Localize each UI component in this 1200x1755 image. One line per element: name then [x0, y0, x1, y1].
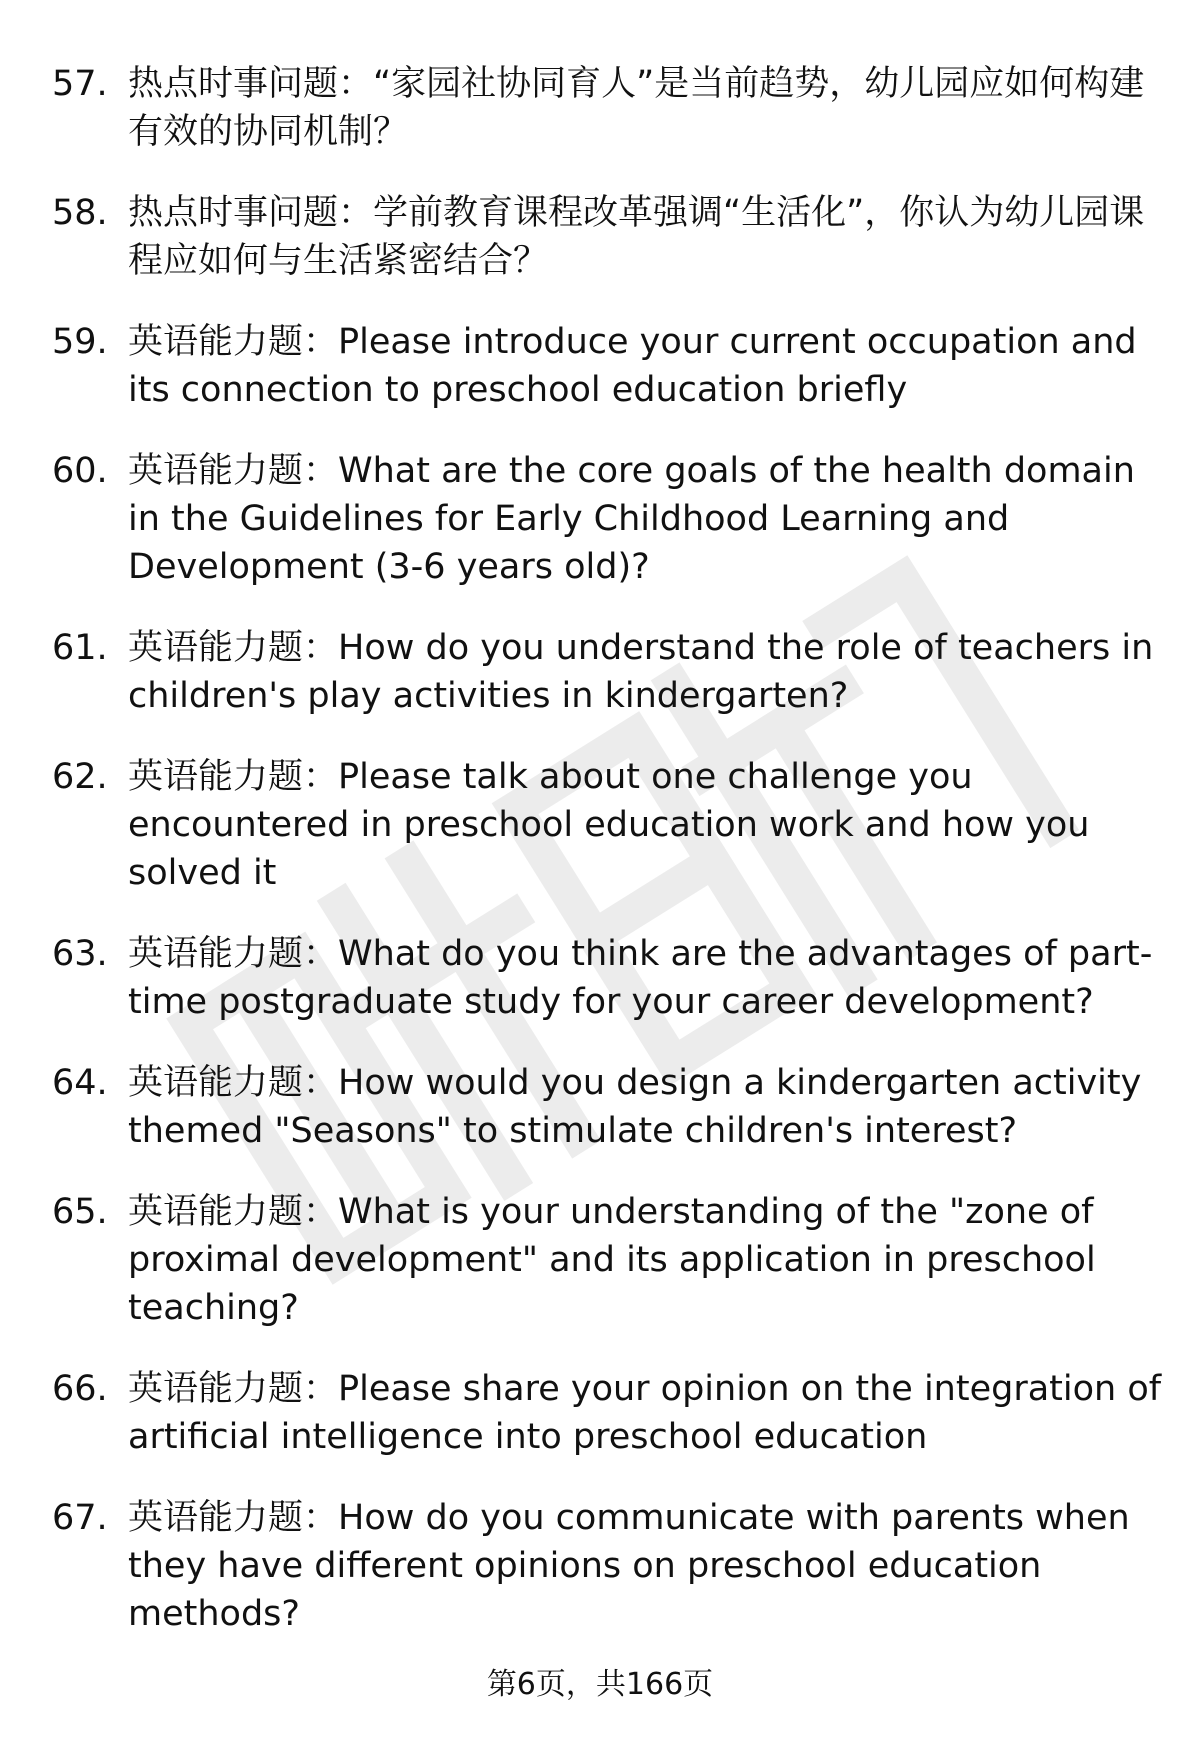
question-number: 61.: [52, 628, 108, 668]
question-number: 65.: [52, 1192, 108, 1232]
question-text: 英语能力题：Please talk about one challenge you encountered in preschool education work and how you solved it: [128, 757, 1090, 893]
question-item: [52, 624, 1162, 720]
question-number: 66.: [52, 1369, 108, 1409]
question-text: 英语能力题：What are the core goals of the health domain in the Guidelines for Early Childhood Learning and Development (3-6 years old)?: [128, 451, 1135, 587]
question-item: [52, 1365, 1162, 1461]
question-item: [52, 930, 1162, 1026]
question-text: 英语能力题：What is your understanding of the "zone of proximal development" and its application in preschool teaching?: [128, 1192, 1096, 1328]
question-number: 67.: [52, 1498, 108, 1538]
question-item: [52, 1059, 1162, 1155]
question-item: [52, 60, 1162, 156]
question-item: [52, 318, 1162, 414]
question-number: 60.: [52, 451, 108, 491]
question-number: 57.: [52, 64, 108, 104]
question-number: 59.: [52, 322, 108, 362]
question-number: 63.: [52, 934, 108, 974]
question-text: 英语能力题：How do you understand the role of teachers in children's play activities in kindergarten?: [128, 628, 1154, 716]
page-footer: 第6页，共166页: [486, 1667, 714, 1702]
question-list: [52, 60, 1162, 1671]
question-text: 英语能力题：How do you communicate with parents when they have different opinions on preschool education methods?: [128, 1498, 1130, 1634]
question-text: 热点时事问题：学前教育课程改革强调“生活化”，你认为幼儿园课程应如何与生活紧密结合？: [128, 193, 1145, 281]
question-number: 64.: [52, 1063, 108, 1103]
question-item: [52, 447, 1162, 591]
question-number: 62.: [52, 757, 108, 797]
question-text: 英语能力题：What do you think are the advantages of part-time postgraduate study for your career development?: [128, 934, 1153, 1022]
question-text: 英语能力题：Please introduce your current occupation and its connection to preschool education briefly: [128, 322, 1137, 410]
question-number: 58.: [52, 193, 108, 233]
question-item: [52, 189, 1162, 285]
question-item: [52, 753, 1162, 897]
question-text: 英语能力题：How would you design a kindergarten activity themed "Seasons" to stimulate children's interest?: [128, 1063, 1142, 1151]
question-item: [52, 1494, 1162, 1638]
question-text: 热点时事问题：“家园社协同育人”是当前趋势，幼儿园应如何构建有效的协同机制？: [128, 64, 1145, 152]
question-item: [52, 1188, 1162, 1332]
question-text: 英语能力题：Please share your opinion on the integration of artificial intelligence into preschool education: [128, 1369, 1162, 1457]
